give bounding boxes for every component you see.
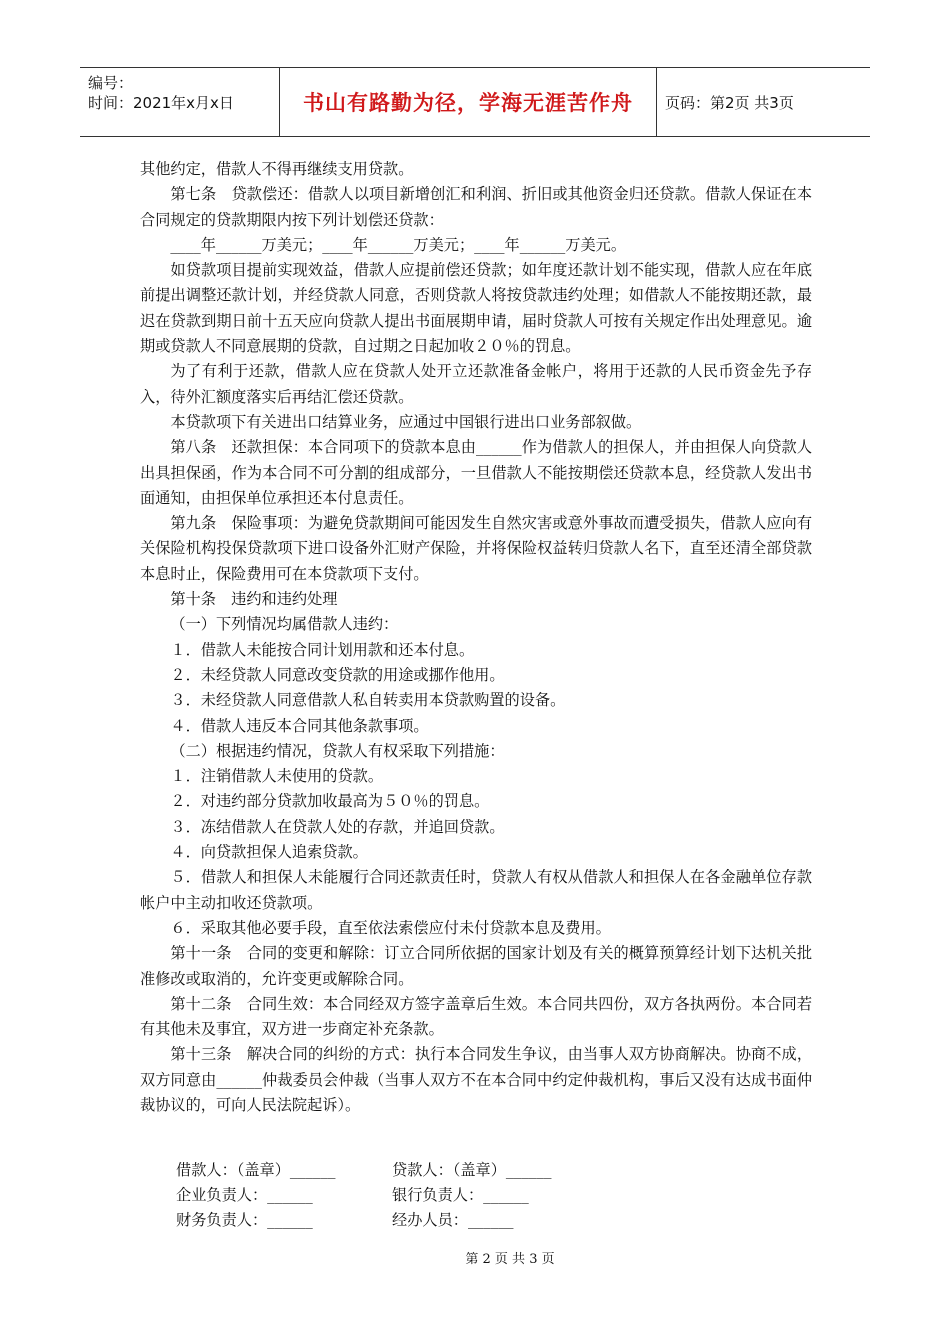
paragraph: 如贷款项目提前实现效益，借款人应提前偿还贷款；如年度还款计划不能实现，借款人应在年底前提出调整还款计划，并经贷款人同意，否则贷款人将按贷款违约处理；如借款人不能按期还款，最迟在贷款到期日前十五天应向贷款人提出书面展期申请，届时贷款人可按有关规定作出处理意见。逾期或贷款人不同意展期的贷款，自过期之日起加收２０％的罚息。 [140,261,812,356]
page-header [80,67,870,137]
list-item: ３．冻结借款人在贷款人处的存款，并追回贷款。 [170,817,505,836]
list-item: ６．采取其他必要手段，直至依法索偿应付未付贷款本息及费用。 [170,918,611,937]
article-8: 第八条 还款担保：本合同项下的贷款本息由______作为借款人的担保人，并由担保人向贷款人出具担保函，作为本合同不可分割的组成部分，一旦借款人不能按期偿还贷款本息，经贷款人发出书面通知，由担保单位承担还本付息责任。 [140,438,812,507]
article-9: 第九条 保险事项：为避免贷款期间可能因发生自然灾害或意外事故而遭受损失，借款人应向有关保险机构投保贷款项下进口设备外汇财产保险，并将保险权益转归贷款人名下，直至还清全部贷款本息时止，保险费用可在本贷款项下支付。 [140,514,812,583]
list-item: ５．借款人和担保人未能履行合同还款责任时，贷款人有权从借款人和担保人在各金融单位存款帐户中主动扣收还贷款项。 [140,868,812,912]
list-item: ３．未经贷款人同意借款人私自转卖用本贷款购置的设备。 [170,691,566,710]
signature-row [176,1208,636,1233]
list-item: ４．借款人违反本合同其他条款事项。 [170,716,429,735]
signature-block [176,1158,636,1233]
document-date: 时间：2021年x月x日 [88,94,234,112]
paragraph: 为了有利于还款，借款人应在贷款人处开立还款准备金帐户，将用于还款的人民币资金先予存入，待外汇额度落实后再结汇偿还贷款。 [140,362,812,406]
header-meta [80,68,280,136]
borrower-signature: 借款人：（盖章）______ [176,1161,336,1179]
header-page-info: 页码：第2页 共3页 [665,93,794,112]
contract-body [140,157,812,1118]
list-heading: （一）下列情况均属借款人违约： [170,615,399,634]
finance-head-signature: 财务负责人：______ [176,1211,313,1229]
page-footer: 第 2 页 共 3 页 [465,1252,555,1267]
enterprise-head-signature: 企业负责人：______ [176,1186,313,1204]
handler-signature: 经办人员：______ [392,1211,514,1229]
lender-signature: 贷款人：（盖章）______ [392,1161,552,1179]
paragraph: 本贷款项下有关进出口结算业务，应通过中国银行进出口业务部叙做。 [170,412,642,431]
list-item: １．借款人未能按合同计划用款和还本付息。 [170,640,475,659]
list-heading: （二）根据违约情况，贷款人有权采取下列措施： [170,741,505,760]
signature-row [176,1183,636,1208]
bank-head-signature: 银行负责人：______ [392,1186,529,1204]
signature-row [176,1158,636,1183]
article-7: 第七条 贷款偿还：借款人以项目新增创汇和利润、折旧或其他资金归还贷款。借款人保证在本合同规定的贷款期限内按下列计划偿还贷款： [140,185,812,229]
article-13: 第十三条 解决合同的纠纷的方式：执行本合同发生争议，由当事人双方协商解决。协商不成，双方同意由______仲裁委员会仲裁（当事人双方不在本合同中约定仲裁机构，事后又没有达成书面仲裁协议的，可向人民法院起诉）。 [140,1045,812,1114]
list-item: ２．未经贷款人同意改变贷款的用途或挪作他用。 [170,665,505,684]
list-item: ４．向贷款担保人追索贷款。 [170,843,368,862]
article-12: 第十二条 合同生效：本合同经双方签字盖章后生效。本合同共四份，双方各执两份。本合同若有其他未及事宜，双方进一步商定补充条款。 [140,994,812,1039]
list-item: １．注销借款人未使用的贷款。 [170,767,384,786]
list-item: ２．对违约部分贷款加收最高为５０％的罚息。 [170,792,490,811]
paragraph: 其他约定，借款人不得再继续支用贷款。 [140,160,414,178]
article-11: 第十一条 合同的变更和解除：订立合同所依据的国家计划及有关的概算预算经计划下达机关批准修改或取消的，允许变更或解除合同。 [140,944,812,988]
article-10: 第十条 违约和违约处理 [170,590,338,609]
header-motto: 书山有路勤为径，学海无涯苦作舟 [280,68,657,136]
repayment-schedule: ____年______万美元；____年______万美元；____年______万美元。 [170,235,627,254]
document-number-label: 编号： [88,74,134,92]
